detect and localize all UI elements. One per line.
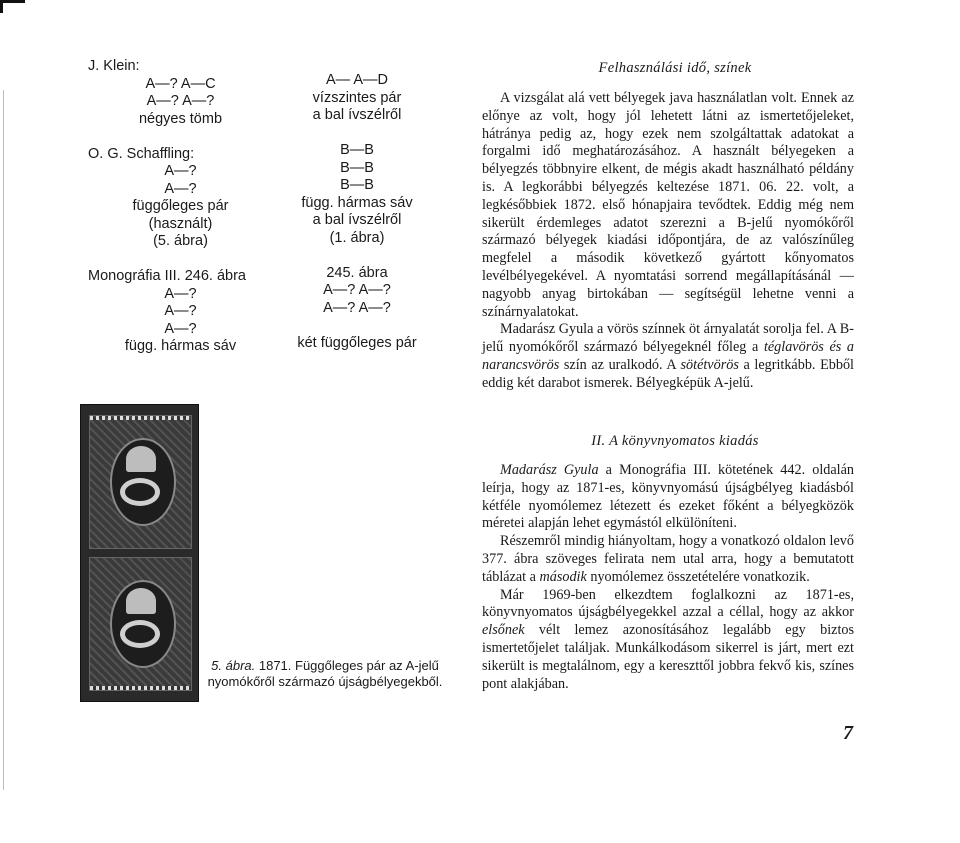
text-run: Már 1969-ben elkezdtem foglalkozni az 1871-es, könyvnyomatos újságbélyegekkel azzal a céllal, hogy az akkor — [482, 586, 854, 621]
posthorn-icon — [120, 620, 160, 648]
list-line: két függőleges pár — [297, 334, 417, 351]
emphasis: elsőnek — [482, 622, 525, 639]
text-run: a legritkább. Ebből eddig két darabot ismerek. Bélyegképük A-jelű. — [482, 356, 854, 391]
caption-label: 5. ábra. — [211, 658, 256, 673]
section-heading-letterpress: II. A könyvnyomatos kiadás — [591, 433, 759, 449]
reference-list-middle — [282, 72, 432, 352]
list-line: függőleges pár — [132, 198, 229, 214]
page-edge-line — [3, 90, 4, 790]
list-line: a bal ívszélről — [312, 212, 402, 228]
paragraph — [482, 587, 854, 694]
stamp-bottom — [89, 557, 192, 691]
list-line — [88, 251, 273, 269]
text-run: vélt lemez azonosításához legalább egy biztos ismertetőjelet találjak. Munkálkodásom sikerrel is járt, mert ezt sikerült is megtalálnom, egy a kereszttől jobbra fekvő kis, színes pont alakjában. — [482, 622, 854, 692]
text-run: a Monográfia III. kötetének 442. oldalán leírja, hogy az 1871-es, könyvnyomású újságbélyeg kiadásból kétféle nyomólemez létezett és ezeket főként a bélyegközök méretei alapján lehet egymástól elkülöníteni. — [482, 462, 855, 532]
list-line: A—? A—? — [323, 299, 391, 316]
list-line: vízszintes pár — [312, 89, 402, 106]
list-line: A—? — [164, 303, 197, 319]
list-line: 245. ábra — [326, 264, 388, 281]
list-line: Monográfia III. 246. ábra — [88, 268, 246, 284]
list-line: O. G. Schaffling: — [88, 145, 195, 162]
list-line: B—B — [340, 159, 374, 176]
list-line: négyes tömb — [138, 110, 223, 127]
posthorn-icon — [120, 478, 160, 506]
section-usage-text — [482, 90, 854, 393]
list-line: függ. hármas sáv — [301, 194, 413, 211]
list-line: J. Klein: — [88, 58, 140, 74]
emphasis: Madarász Gyula — [500, 462, 599, 478]
paragraph: A vizsgálat alá vett bélyegek java használatlan volt. Ennek az előnye az volt, hogy jól lehetett látni az ismertetőjeleket, hátránya pedig az, hogy ezek nem szolgáltattak adatokat a forgalmi idő meghatározásához. A használt bélyegeken a bélyegzés többnyire elkent, de mégis akadt használható példány is. A legkorábbi bélyegzés keltezése 1871. 06. 22. volt, a legkésőbbiek 1872. első hónapjaira tevődtek. Eddig még nem sikerült érdemleges adatot szerezni a B-jelű nyomókőről származó bélyegek kiadási időpontjára, de az valószínűleg megfelel a második következő gyártott kőnyomatos levélbélyegekével. A nyomtatási sorrend megállapításánál — nagyobb anyag birtokában — segítségül lehetne venni a színárnyalatokat. — [482, 90, 854, 320]
emphasis: sötétvörös — [680, 356, 739, 373]
list-line: A—? A—? — [323, 282, 391, 298]
list-line: (5. ábra) — [153, 233, 208, 249]
list-line: B—B — [340, 142, 374, 158]
stamp-top — [89, 415, 192, 549]
paragraph — [482, 533, 854, 586]
stamp-pair-figure — [80, 404, 199, 702]
paragraph — [482, 462, 854, 533]
text-run: Részemről mindig hiányoltam, hogy a vonatkozó oldalon levő 377. ábra szöveges felirata nem utal arra, hogy a bemutatott táblázat a — [482, 533, 854, 585]
list-line: A—? — [164, 180, 197, 197]
list-line: A—? — [164, 285, 197, 302]
section-heading-usage: Felhasználási idő, színek — [598, 60, 752, 76]
caption-text: 1871. Függőleges pár az A-jelű nyomókőről származó újságbélyegekből. — [207, 658, 443, 689]
list-line: A—? A—C — [145, 75, 216, 92]
corner-crop-mark — [0, 0, 25, 13]
list-line — [282, 247, 432, 265]
list-line: B—B — [340, 177, 374, 193]
list-line: a bal ívszélről — [312, 107, 402, 123]
list-line — [282, 125, 432, 143]
emphasis: második — [539, 568, 587, 585]
list-line: függ. hármas sáv — [124, 338, 237, 354]
list-line: (használt) — [148, 215, 213, 232]
crown-icon — [126, 446, 156, 472]
list-line — [282, 317, 432, 335]
page-number: 7 — [843, 722, 853, 744]
text-run: szín az uralkodó. A — [559, 356, 681, 373]
figure-caption — [206, 658, 444, 690]
text-run: Madarász Gyula a vörös színnek öt árnyalatát sorolja fel. A B-jelű nyomókőről származó bélyegeknél főleg a — [482, 321, 854, 356]
list-line: A—? A—? — [146, 93, 215, 109]
text-run: nyomólemez összetételére vonatkozik. — [586, 568, 810, 585]
list-line: A—? — [164, 320, 197, 337]
reference-list-left — [88, 58, 273, 356]
list-line: A—? — [164, 163, 197, 179]
list-line: A— A—D — [325, 72, 389, 88]
emphasis: téglavörös és a narancsvörös — [482, 339, 854, 373]
list-line: (1. ábra) — [329, 229, 385, 246]
list-line — [88, 128, 273, 146]
section-letterpress-text — [482, 462, 854, 693]
paragraph — [482, 321, 854, 392]
crown-icon — [126, 588, 156, 614]
